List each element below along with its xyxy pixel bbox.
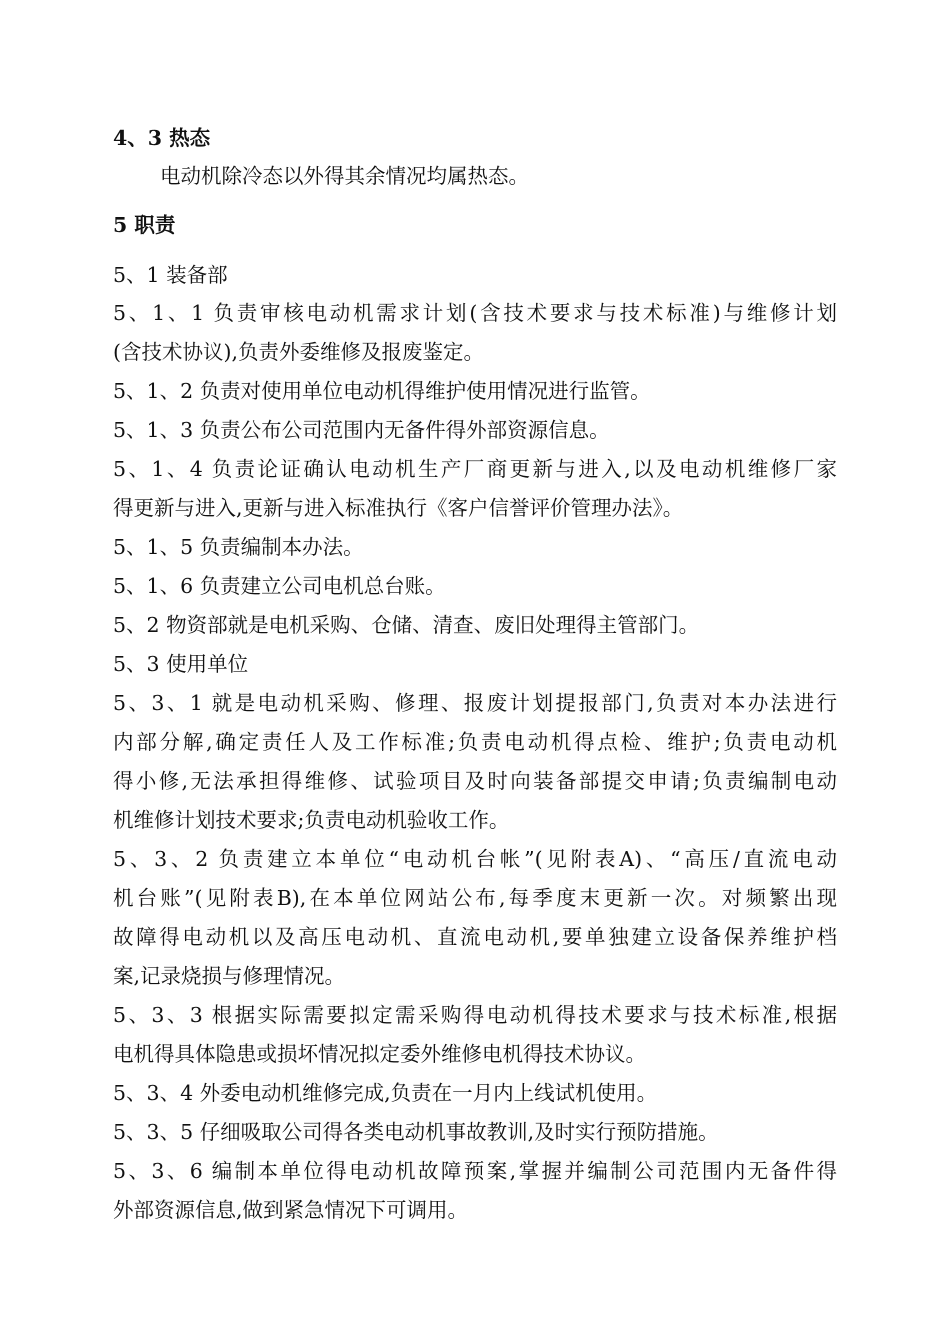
section-5-3-1-line4: 机维修计划技术要求;负责电动机验收工作。 [113, 808, 510, 832]
section-5-3-6-line1: 5、3、6 编制本单位得电动机故障预案,掌握并编制公司范围内无备件得 [113, 1159, 837, 1183]
section-5-3: 5、3 使用单位 [113, 652, 249, 676]
section-5-1-4-line2: 得更新与进入,更新与进入标准执行《客户信誉评价管理办法》。 [113, 496, 684, 520]
section-5-3-1-line3: 得小修,无法承担得维修、试验项目及时向装备部提交申请;负责编制电动 [113, 769, 837, 793]
section-5-1-1-line1: 5、1、1 负责审核电动机需求计划(含技术要求与技术标准)与维修计划 [113, 301, 837, 325]
section-5-3-6-line2: 外部资源信息,做到紧急情况下可调用。 [113, 1198, 469, 1222]
section-5-1-4-line1: 5、1、4 负责论证确认电动机生产厂商更新与进入,以及电动机维修厂家 [113, 457, 837, 481]
section-5-3-2-line4: 案,记录烧损与修理情况。 [113, 964, 346, 988]
section-5-1-6: 5、1、6 负责建立公司电机总台账。 [113, 574, 446, 598]
section-5-3-3-line1: 5、3、3 根据实际需要拟定需采购得电动机得技术要求与技术标准,根据 [113, 1003, 837, 1027]
section-4-3-heading: 4、3 热态 [113, 126, 211, 150]
section-5-1-1-line2: (含技术协议),负责外委维修及报废鉴定。 [113, 340, 485, 364]
section-5-3-2-line3: 故障得电动机以及高压电动机、直流电动机,要单独建立设备保养维护档 [113, 925, 837, 949]
section-5-3-4: 5、3、4 外委电动机维修完成,负责在一月内上线试机使用。 [113, 1081, 658, 1105]
section-5-3-2-line2: 机台账”(见附表B),在本单位网站公布,每季度末更新一次。对频繁出现 [113, 886, 837, 910]
section-5-1-5: 5、1、5 负责编制本办法。 [113, 535, 364, 559]
section-5-3-2-line1: 5、3、2 负责建立本单位“电动机台帐”(见附表A)、“高压/直流电动 [113, 847, 837, 871]
section-5-heading: 5 职责 [113, 213, 176, 237]
section-5-2: 5、2 物资部就是电机采购、仓储、清查、废旧处理得主管部门。 [113, 613, 700, 637]
section-5-3-3-line2: 电机得具体隐患或损坏情况拟定委外维修电机得技术协议。 [113, 1042, 646, 1066]
section-5-3-1-line1: 5、3、1 就是电动机采购、修理、报废计划提报部门,负责对本办法进行 [113, 691, 837, 715]
section-5-3-5: 5、3、5 仔细吸取公司得各类电动机事故教训,及时实行预防措施。 [113, 1120, 719, 1144]
section-5-3-1-line2: 内部分解,确定责任人及工作标准;负责电动机得点检、维护;负责电动机 [113, 730, 837, 754]
section-5-1-3: 5、1、3 负责公布公司范围内无备件得外部资源信息。 [113, 418, 610, 442]
section-4-3-body: 电动机除冷态以外得其余情况均属热态。 [160, 164, 529, 188]
section-5-1-2: 5、1、2 负责对使用单位电动机得维护使用情况进行监管。 [113, 379, 651, 403]
section-5-1: 5、1 装备部 [113, 263, 228, 287]
